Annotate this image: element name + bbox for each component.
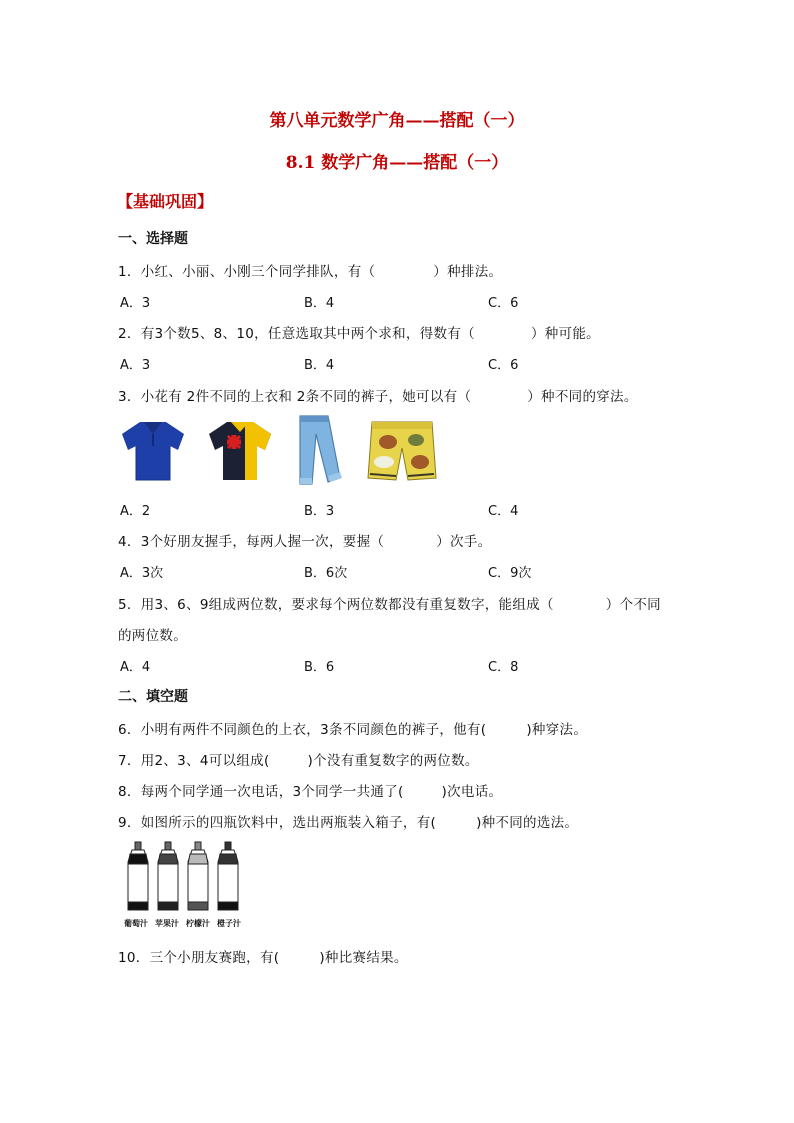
q5-text-end: ）个不同 — [605, 597, 661, 613]
q9-text: 9．如图所示的四瓶饮料中，选出两瓶装入箱子，有( — [118, 815, 437, 831]
q8-text: 8．每两个同学通一次电话，3个同学一共通了( — [118, 784, 404, 800]
bottle-apple — [158, 842, 178, 910]
question-1 — [118, 260, 502, 280]
q10-text-end: )种比赛结果。 — [319, 950, 408, 966]
question-8 — [118, 780, 502, 800]
blue-polo-shirt-image — [118, 416, 188, 486]
drink-bottles-figure — [124, 840, 246, 932]
q5-option-a: A．4 — [120, 660, 151, 675]
q4-text-end: ）次手。 — [436, 534, 492, 550]
question-9 — [118, 811, 578, 831]
q1-option-c: C．6 — [488, 296, 519, 311]
q4-option-a: A．3次 — [120, 566, 164, 581]
q8-text-end: )次电话。 — [441, 784, 503, 800]
q4-text: 4．3个好朋友握手，每两人握一次，要握（ — [118, 534, 385, 550]
q7-text-end: )个没有重复数字的两位数。 — [307, 753, 479, 769]
question-7 — [118, 749, 479, 769]
question-6 — [118, 718, 587, 738]
q3-text: 3．小花有 2件不同的上衣和 2条不同的裤子，她可以有（ — [118, 389, 472, 405]
question-2 — [118, 322, 600, 342]
drink-label-apple: 苹果汁 — [155, 919, 179, 928]
drink-label-lemon: 柠檬汁 — [186, 919, 210, 928]
q3-option-c: C．4 — [488, 504, 519, 519]
section-label: 【基础巩固】 — [117, 192, 214, 211]
page-subtitle: 8.1 数学广角——搭配（一） — [285, 153, 509, 173]
q2-option-b: B．4 — [304, 358, 335, 373]
q6-text: 6．小明有两件不同颜色的上衣，3条不同颜色的裤子，他有( — [118, 722, 487, 738]
q6-text-end: )种穿法。 — [526, 722, 588, 738]
q2-text-end: ）种可能。 — [530, 326, 600, 342]
q2-option-a: A．3 — [120, 358, 151, 373]
q1-text: 1．小红、小丽、小刚三个同学排队，有（ — [118, 264, 376, 280]
q2-option-c: C．6 — [488, 358, 519, 373]
drink-label-orange: 橙子汁 — [217, 919, 241, 928]
page-title: 第八单元数学广角——搭配（一） — [269, 111, 525, 131]
black-yellow-shirt-image — [205, 416, 275, 486]
q10-text: 10．三个小朋友赛跑，有( — [118, 950, 280, 966]
question-10 — [118, 946, 408, 966]
q3-option-a: A．2 — [120, 504, 151, 519]
q1-option-b: B．4 — [304, 296, 335, 311]
question-3 — [118, 385, 638, 405]
q1-text-end: ）种排法。 — [433, 264, 503, 280]
q5-text: 5．用3、6、9组成两位数，要求每个两位数都没有重复数字，能组成（ — [118, 597, 554, 613]
q4-option-c: C．9次 — [488, 566, 532, 581]
bottle-grape — [128, 842, 148, 910]
shorts-image — [366, 418, 438, 486]
q1-option-a: A．3 — [120, 296, 151, 311]
bottles-image — [124, 840, 246, 916]
bottle-lemon — [188, 842, 208, 910]
q5-option-b: B．6 — [304, 660, 335, 675]
question-5 — [118, 593, 661, 613]
question-4 — [118, 530, 491, 550]
q3-text-end: ）种不同的穿法。 — [527, 389, 638, 405]
bottle-orange — [218, 842, 238, 910]
q7-text: 7．用2、3、4可以组成( — [118, 753, 270, 769]
part1-heading: 一、选择题 — [118, 231, 188, 247]
q4-option-b: B．6次 — [304, 566, 348, 581]
q2-text: 2．有3个数5、8、10，任意选取其中两个求和，得数有（ — [118, 326, 475, 342]
q9-text-end: )种不同的选法。 — [476, 815, 579, 831]
jeans-image — [292, 412, 350, 488]
q5-text-line2: 的两位数。 — [118, 628, 187, 644]
q5-option-c: C．8 — [488, 660, 519, 675]
drink-label-grape: 葡萄汁 — [124, 919, 148, 928]
q3-option-b: B．3 — [304, 504, 335, 519]
part2-heading: 二、填空题 — [118, 689, 188, 705]
